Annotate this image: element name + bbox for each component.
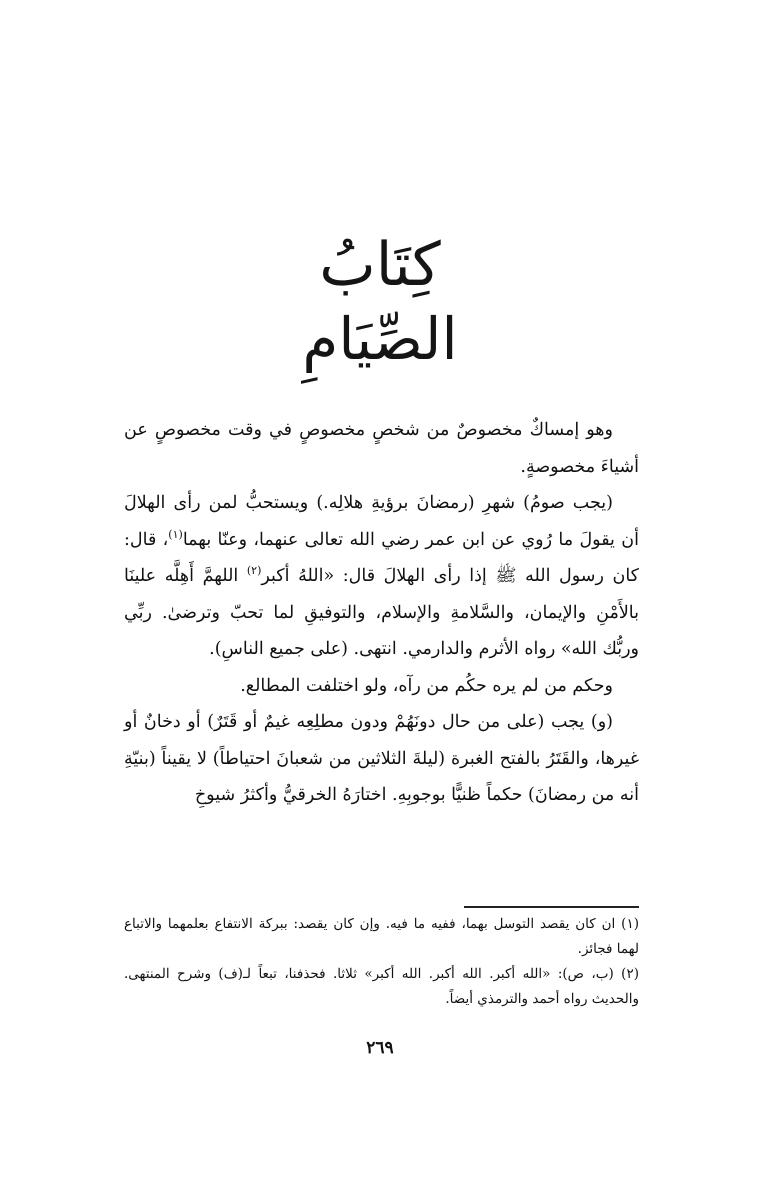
footnote-separator [464,906,639,908]
paragraph-moon-sighting [124,485,639,668]
paragraph-ruling: وحكم من لم يره حكُم من رآه، ولو اختلفت المطالع. [240,675,613,696]
footnote-ref-2: (٢) [246,564,262,578]
chapter-title-line-1: كِتَابُ [319,230,441,300]
chapter-title [0,228,760,376]
paragraph-cloudy-night: (و) يجب (على من حال دونَهُمْ ودون مطلِعِه غيمٌ أو قَتَرٌ) أو دخانٌ أو غيرها، والقَتَرُ بالفتح الغبرة (ليلةَ الثلاثين من شعبانَ احتياطاً) لا يقيناً (بنيّةِ أنه من رمضانَ) حكماً ظنيًّا بوجوبِهِ. اختارَهُ الخرقيُّ وأكثرُ شيوخِ [124,712,639,805]
page-number: ٢٦٩ [366,1038,394,1058]
footnote-2: (٢) (ب، ص): «الله أكبر. الله أكبر. الله أكبر» ثلاثا. فحذفنا، تبعاً لـ(ف) وشرح المنتهى. والحديث رواه أحمد والترمذي أيضاً. [124,966,639,1007]
paragraph-text-segment: (يجب صومُ) شهرِ (رمضانَ برؤيةِ هلالِه.) ويستحبُّ لمن رأى الهلالَ أن يقولَ ما رُوي عن ابن عمر رضي الله تعالى عنهما، وعنّا بهما [124,493,639,550]
paragraph-definition: وهو إمساكٌ مخصوصٌ من شخصٍ مخصوصٍ في وقت مخصوصٍ عن أشياءَ مخصوصةٍ. [124,420,639,477]
chapter-title-line-2: الصِّيَامِ [302,305,458,373]
paragraph-text-segment: ، قال: كان رسول الله ﷺ إذا رأى الهلالَ قال: «اللهُ أكبر [124,529,639,586]
footnote-ref-1: (١) [168,527,183,541]
footnote-1: (١) ان كان يقصد التوسل بهما، ففيه ما فيه. وإن كان يقصد: ببركة الانتفاع بعلمهما والاتباع لهما فجائز. [124,916,639,957]
footnotes [124,912,639,1012]
paragraph-text-segment: اللهمَّ أَهِلَّه علينَا بالأَمْنِ والإيمان، والسَّلامةِ والإسلام، والتوفيقِ لما تحبّ وترضىٰ. ربِّي وربُّك الله» رواه الأثرم والدارمي. انتهى. (على جميع الناسِ). [124,566,639,659]
main-text [124,412,639,814]
